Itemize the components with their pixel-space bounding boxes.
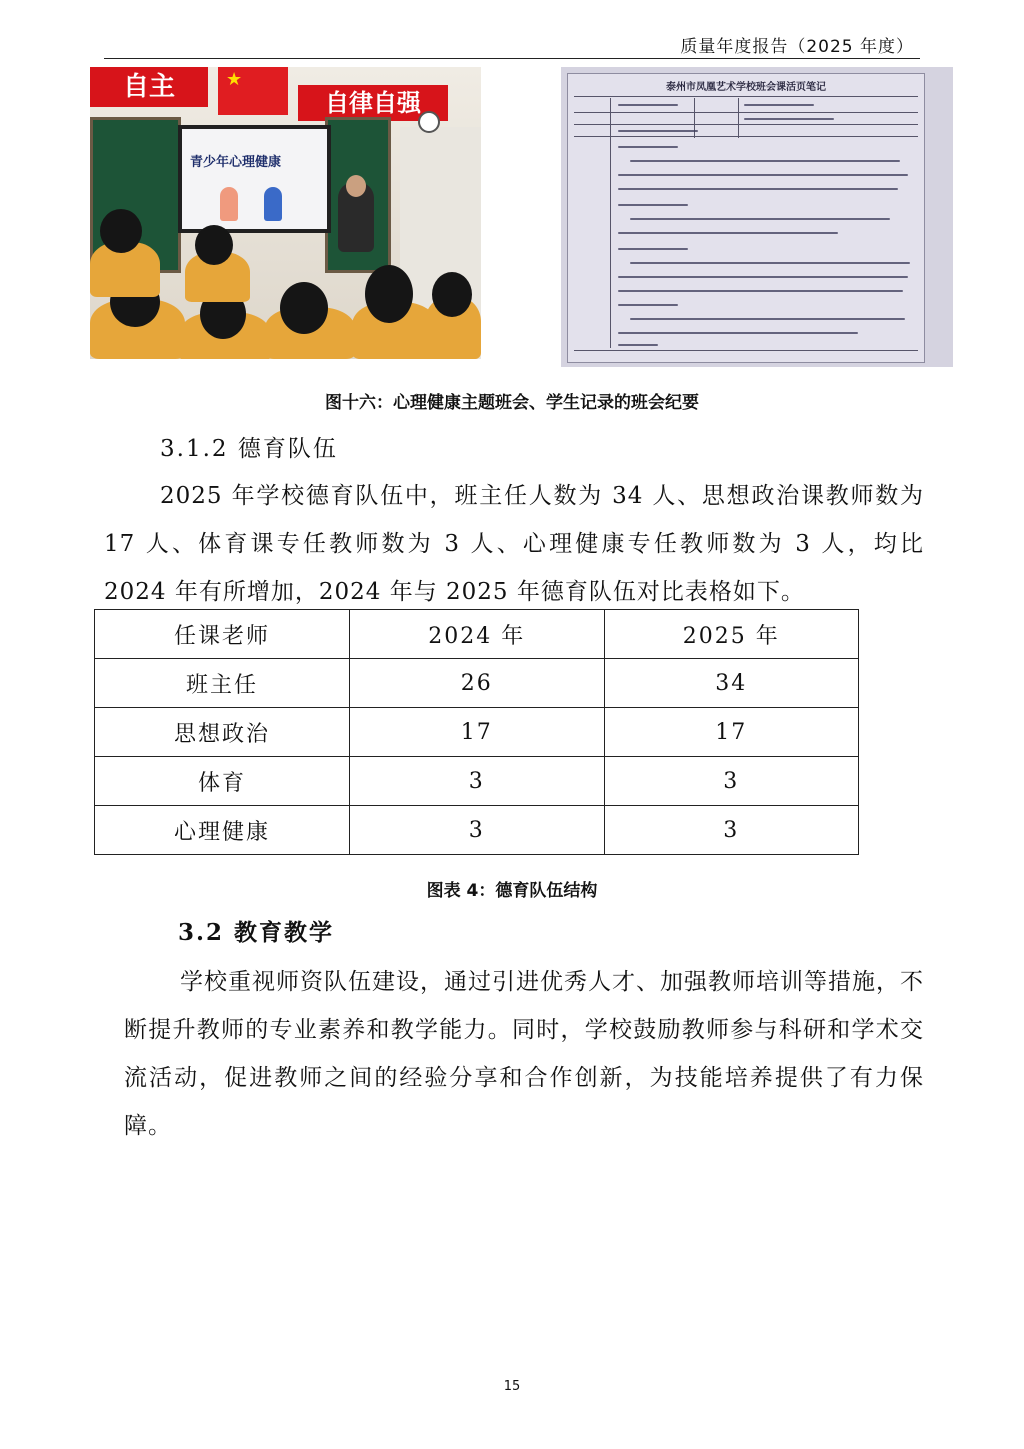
handwriting-stroke	[744, 118, 834, 120]
teacher-head	[346, 175, 366, 197]
wall-clock-icon	[418, 111, 440, 133]
section-3-1-2-heading: 3.1.2 德育队伍	[160, 436, 338, 462]
table-cell: 3	[350, 757, 605, 806]
page-header	[104, 28, 920, 59]
table-cell: 3	[604, 757, 859, 806]
handwriting-stroke	[630, 160, 900, 162]
notes-sheet	[567, 73, 925, 363]
notes-rule	[574, 136, 918, 137]
handwriting-stroke	[618, 130, 698, 132]
handwriting-stroke	[618, 344, 658, 346]
student-hair	[365, 265, 413, 323]
handwriting-stroke	[618, 104, 678, 106]
staff-comparison-table	[94, 609, 859, 855]
table-cell: 3	[350, 806, 605, 855]
table-cell: 17	[350, 708, 605, 757]
handwriting-stroke	[618, 204, 688, 206]
projection-screen	[178, 125, 331, 233]
slogan-banner-right: 自律自强	[298, 85, 448, 121]
table-row	[95, 659, 859, 708]
table-cell: 班主任	[95, 659, 350, 708]
slogan-banner-left: 自主	[90, 67, 208, 107]
handwriting-stroke	[618, 188, 898, 190]
table-cell: 3	[604, 806, 859, 855]
section-3-2-paragraph: 学校重视师资队伍建设，通过引进优秀人才、加强教师培训等措施，不断提升教师的专业素养和教学能力。同时，学校鼓励教师参与科研和学术交流活动，促进教师之间的经验分享和合作创新，为技能培养提供了有力保障。	[124, 969, 924, 1139]
notes-rule	[574, 124, 918, 125]
section-3-2-heading: 3.2 教育教学	[178, 919, 335, 946]
student-hair	[100, 209, 142, 253]
table-header-row	[95, 610, 859, 659]
notes-column-line	[694, 98, 695, 138]
handwriting-stroke	[618, 248, 688, 250]
handwriting-stroke	[618, 304, 678, 306]
student-hair	[195, 225, 233, 265]
table-cell: 体育	[95, 757, 350, 806]
page-number: 15	[503, 1379, 521, 1394]
table-caption: 图表 4：德育队伍结构	[426, 881, 598, 901]
table-cell: 26	[350, 659, 605, 708]
table-cell: 17	[604, 708, 859, 757]
notes-rule	[574, 112, 918, 113]
national-flag	[218, 67, 288, 115]
handwriting-stroke	[618, 276, 908, 278]
table-cell: 34	[604, 659, 859, 708]
notes-sheet-title: 泰州市凤凰艺术学校班会课活页笔记	[666, 82, 826, 93]
notes-column-line	[610, 98, 611, 348]
table-cell: 心理健康	[95, 806, 350, 855]
handwriting-stroke	[630, 262, 910, 264]
notes-column-line	[738, 98, 739, 138]
table-row	[95, 806, 859, 855]
student-hair	[432, 272, 472, 317]
figure-caption: 图十六：心理健康主题班会、学生记录的班会纪要	[325, 393, 699, 413]
handwriting-stroke	[618, 146, 678, 148]
student-hair	[280, 282, 328, 334]
table-header-cell: 任课老师	[95, 610, 350, 659]
screen-title: 青少年心理健康	[190, 155, 282, 170]
handwriting-stroke	[630, 218, 890, 220]
handwriting-stroke	[618, 174, 908, 176]
handwriting-stroke	[618, 232, 838, 234]
header-title: 质量年度报告（2025 年度）	[680, 37, 914, 57]
screen-figure-left	[220, 187, 238, 221]
table-header-cell: 2025 年	[604, 610, 859, 659]
classroom-photo	[90, 67, 481, 359]
table-row	[95, 757, 859, 806]
table-cell: 思想政治	[95, 708, 350, 757]
table-header-cell: 2024 年	[350, 610, 605, 659]
handwriting-stroke	[744, 104, 814, 106]
handwriting-stroke	[618, 332, 858, 334]
screen-figure-right	[264, 187, 282, 221]
meeting-notes-photo	[561, 67, 953, 367]
notes-rule	[574, 96, 918, 97]
notes-rule	[574, 350, 918, 351]
table-row	[95, 708, 859, 757]
section-3-1-2-paragraph: 2025 年学校德育队伍中，班主任人数为 34 人、思想政治课教师数为 17 人、体育课专任教师数为 3 人、心理健康专任教师数为 3 人，均比 2024 年有所增加，2024 年与 2025 年德育队伍对比表格如下。	[104, 483, 924, 605]
handwriting-stroke	[630, 318, 905, 320]
handwriting-stroke	[618, 290, 903, 292]
